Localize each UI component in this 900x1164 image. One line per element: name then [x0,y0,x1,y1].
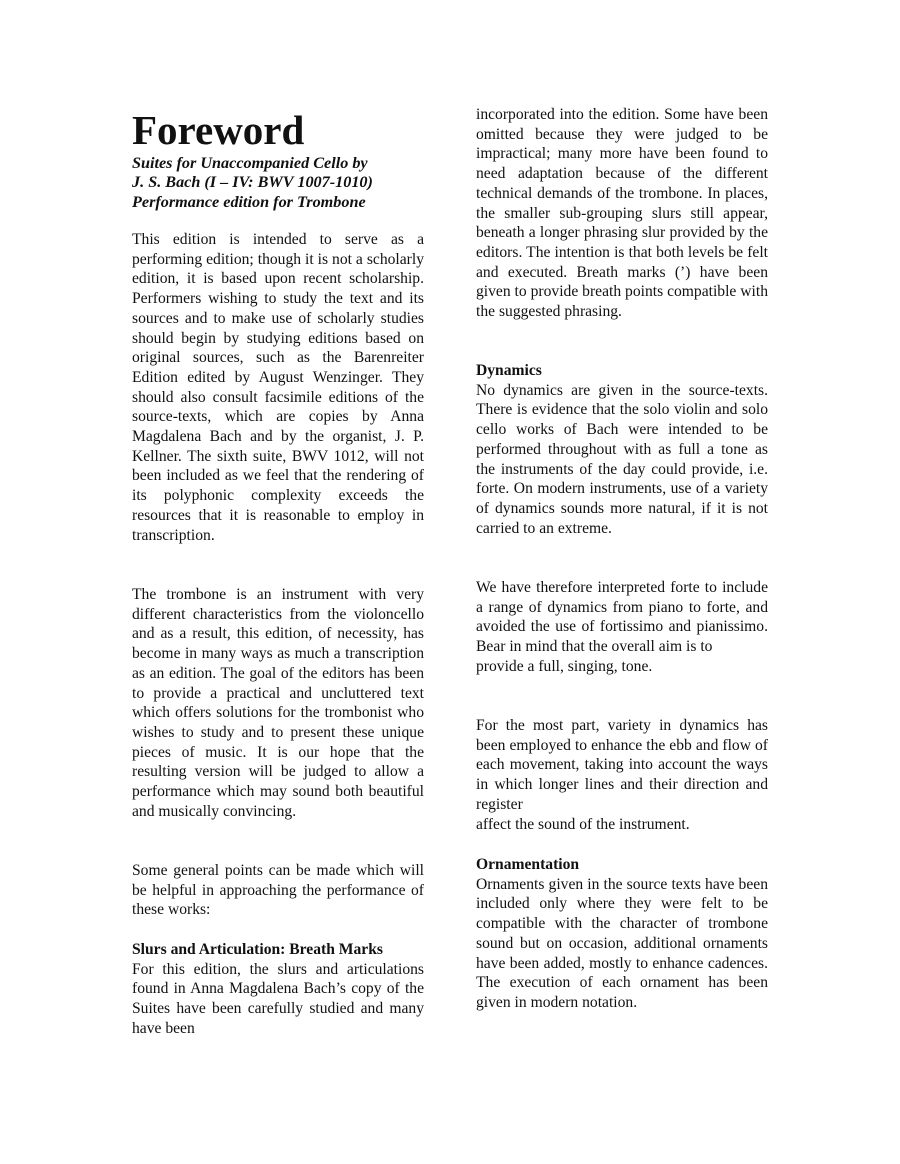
subtitle-line-2: J. S. Bach (I – IV: BWV 1007-1010) [132,173,373,192]
trombone-paragraph: The trombone is an instrument with very different characteristics from the violoncello and as a result, this edition, of necessity, has become in many ways as much a transcription as an edition. The goal of the editors has been to provide a practical and uncluttered text which offers solutions for the trombonist who wishes to study and to present these unique pieces of music. It is our hope that the resulting version will be judged to allow a performance which may sound both beautiful and musically convincing. [132,586,424,820]
dynamics-paragraph-1: No dynamics are given in the source-texts. There is evidence that the solo violin and solo cello works of Bach were intended to be performed throughout with as full a tone as the instruments of the day could provide, i.e. forte. On modern instruments, use of a variety of dynamics sounds more natural, if it is not carried to an extreme. [476,381,768,537]
slurs-body-start: For this edition, the slurs and articulations found in Anna Magdalena Bach’s copy of the Suites have been carefully studied and many have been [132,960,424,1037]
intro-paragraph: This edition is intended to serve as a performing edition; though it is not a scholarly edition, it is based upon recent scholarship. Performers wishing to study the text and its sources and to make use of scholarly studies should begin by studying editions based on original sources, such as the Barenreiter Edition edited by August Wenzinger. They should also consult facsimile editions of the source-texts, which are copies by Anna Magdalena Bach and by the organist, J. P. Kellner. The sixth suite, BWV 1012, will not been included as we feel that the rendering of its polyphonic complexity exceeds the resources that it is reasonable to employ in transcription. [132,231,424,544]
slurs-body-continued: incorporated into the edition. Some have been omitted because they were judged to be impractical; many more have been found to need adaptation because of the different technical demands of the trombone. In places, the smaller sub-grouping slurs still appear, beneath a longer phrasing slur provided by the editors. The intention is that both levels be felt and executed. Breath marks (’) have been given to provide breath points compatible with the suggested phrasing. [476,106,768,321]
slurs-section [132,940,424,1039]
dynamics-section [476,361,768,538]
subtitle [132,154,432,212]
dynamics-paragraph-3-end: affect the sound of the instrument. [476,815,690,833]
ornamentation-heading: Ornamentation [476,856,580,873]
subtitle-line-1: Suites for Unaccompanied Cello by [132,154,368,172]
ornamentation-paragraph: Ornaments given in the source texts have been included only where they were felt to be compatible with the character of trombone sound but on occasion, additional ornaments have been added, mostly to enhance cadences. The execution of each ornament has been given in modern notation. [476,875,768,1011]
dynamics-paragraph-2 [476,578,768,677]
subtitle-line-3: Performance edition for Trombone [132,192,366,211]
general-points-paragraph: Some general points can be made which will be helpful in approaching the performance of these works: [132,862,424,919]
slurs-heading: Slurs and Articulation: Breath Marks [132,941,383,958]
dynamics-paragraph-2-end: provide a full, singing, tone. [476,657,653,675]
dynamics-paragraph-3-text: For the most part, variety in dynamics has been employed to enhance the ebb and flow of each movement, taking into account the ways in which longer lines and their direction and register [476,717,768,813]
ornamentation-section [476,855,768,1013]
page-title: Foreword [132,107,305,153]
dynamics-heading: Dynamics [476,362,542,379]
dynamics-paragraph-2-text: We have therefore interpreted forte to include a range of dynamics from piano to forte, and avoided the use of fortissimo and pianissimo. Bear in mind that the overall aim is to [476,579,768,656]
dynamics-paragraph-3 [476,716,768,834]
